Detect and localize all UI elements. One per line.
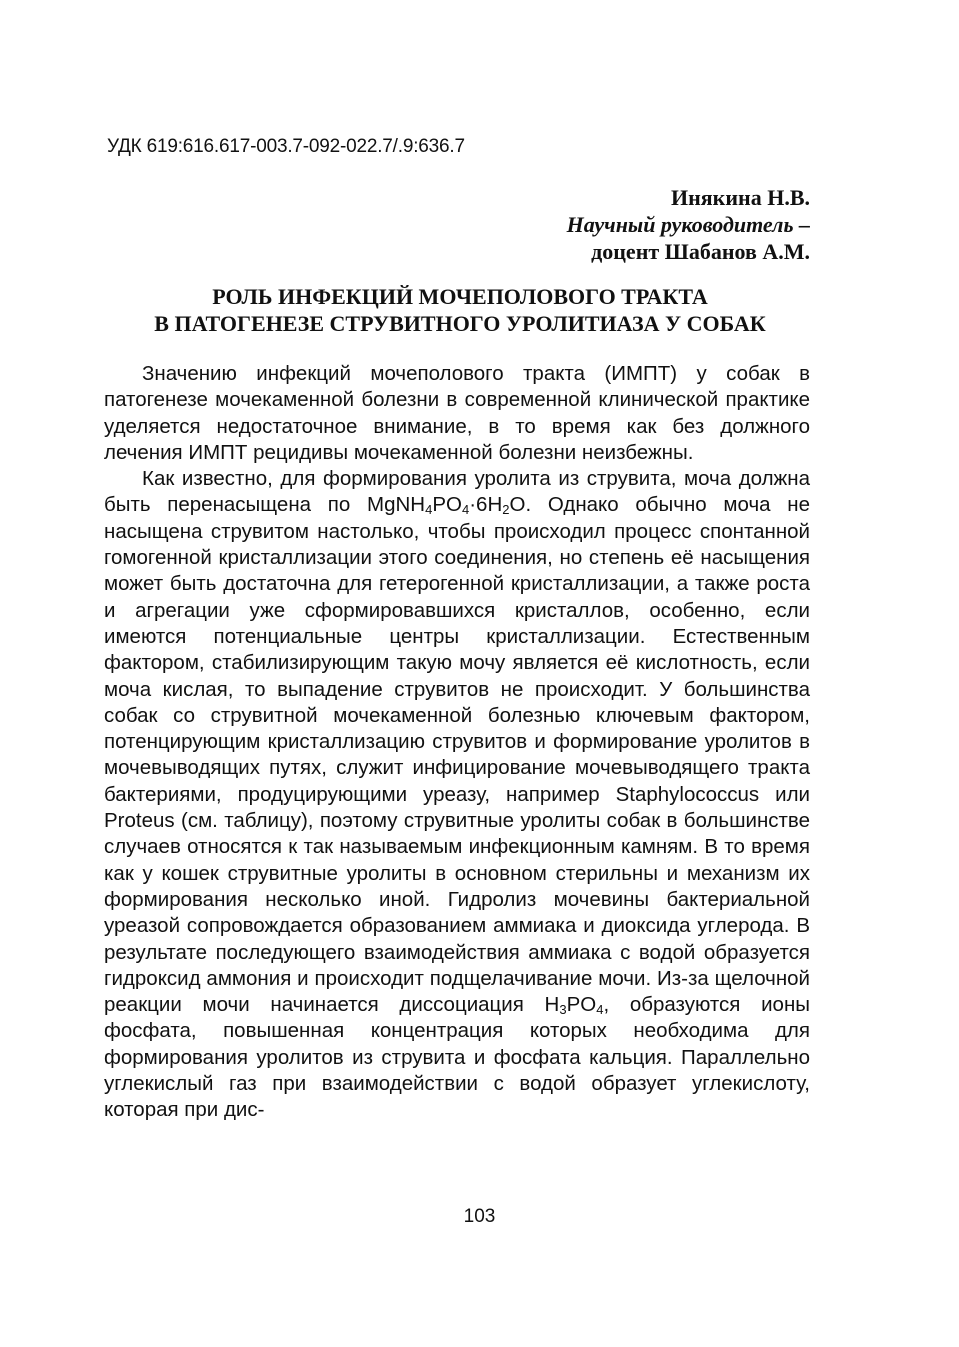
paragraph-2-text: , образуются ионы фосфата, повышенная концентрация которых необходима для формирования уролитов из струвита и фосфата кальция. Параллельно углекислый газ при взаимодействии с водой образует углекислоту, которая при дис- (104, 993, 811, 1122)
supervisor-name: доцент Шабанов А.М. (591, 239, 810, 264)
paragraph-2-text: O. Однако обычно моча не насыщена струвитом настолько, чтобы происходил процесс спонтанной гомогенной кристаллизации этого соединения, но степень её насыщения может быть достаточна для гетерогенной кристаллизации, а также роста и агрегации уже сформировавшихся кристаллов, особенно, если имеются потенциальные центры кристаллизации. Естественным фактором, стабилизирующим такую мочу является её кислотность, если моча кислая, то выпадение струвитов не происходит. У большинства собак со струвитной мочекаменной болезнью ключевым фактором, потенцирующим кристаллизацию струвитов и формирование уролитов в мочевыводящих путях, служит инфицирование мочевыводящего тракта бактериями, продуцирующими уреазу, например Staphylococcus или Proteus (см. таблицу), поэтому струвитные уролиты собак в большинстве случаев относятся к так называемым инфекционным камням. В то время как у кошек струвитные уролиты в основном стерильны и механизм их формирования несколько иной. Гидролиз мочевины бактериальной уреазой сопровождается образованием аммиака и диоксида углерода. В результате последующего взаимодействия аммиака с водой образуется гидроксид аммония и происходит подщелачивание мочи. Из-за щелочной реакции мочи начинается диссоциация H (104, 493, 810, 1017)
article-title (100, 283, 820, 337)
paragraph-2 (104, 466, 810, 1123)
author-name: Инякина Н.В. (670, 185, 810, 210)
article-body (104, 361, 810, 1124)
subscript: 4 (596, 1002, 604, 1018)
paragraph-2-text: ·6H (469, 493, 503, 517)
title-line-1: РОЛЬ ИНФЕКЦИЙ МОЧЕПОЛОВОГО ТРАКТА (212, 284, 708, 309)
subscript: 2 (502, 502, 510, 518)
title-line-2: В ПАТОГЕНЕЗЕ СТРУВИТНОГО УРОЛИТИАЗА У СОБАК (154, 311, 766, 336)
page-number: 103 (463, 1206, 496, 1227)
author-block (567, 184, 810, 265)
subscript: 3 (559, 1002, 567, 1018)
subscript: 4 (461, 502, 470, 518)
paragraph-2-text: Как известно, для формирования уролита из струвита, моча должна быть перенасыщена по MgNH (104, 467, 810, 517)
paragraph-1: Значению инфекций мочеполового тракта (ИМПТ) у собак в патогенезе мочекаменной болезни в современной клинической практике уделяется недостаточное внимание, в то время как без должного лечения ИМПТ рецидивы мочекаменной болезни неизбежны. (104, 362, 810, 464)
paragraph-2-text: PO (566, 993, 597, 1017)
supervisor-label: Научный руководитель – (566, 212, 810, 237)
udc-code: УДК 619:616.617-003.7-092-022.7/.9:636.7 (107, 136, 465, 157)
subscript: 4 (425, 502, 433, 518)
paragraph-2-text: PO (432, 493, 462, 517)
